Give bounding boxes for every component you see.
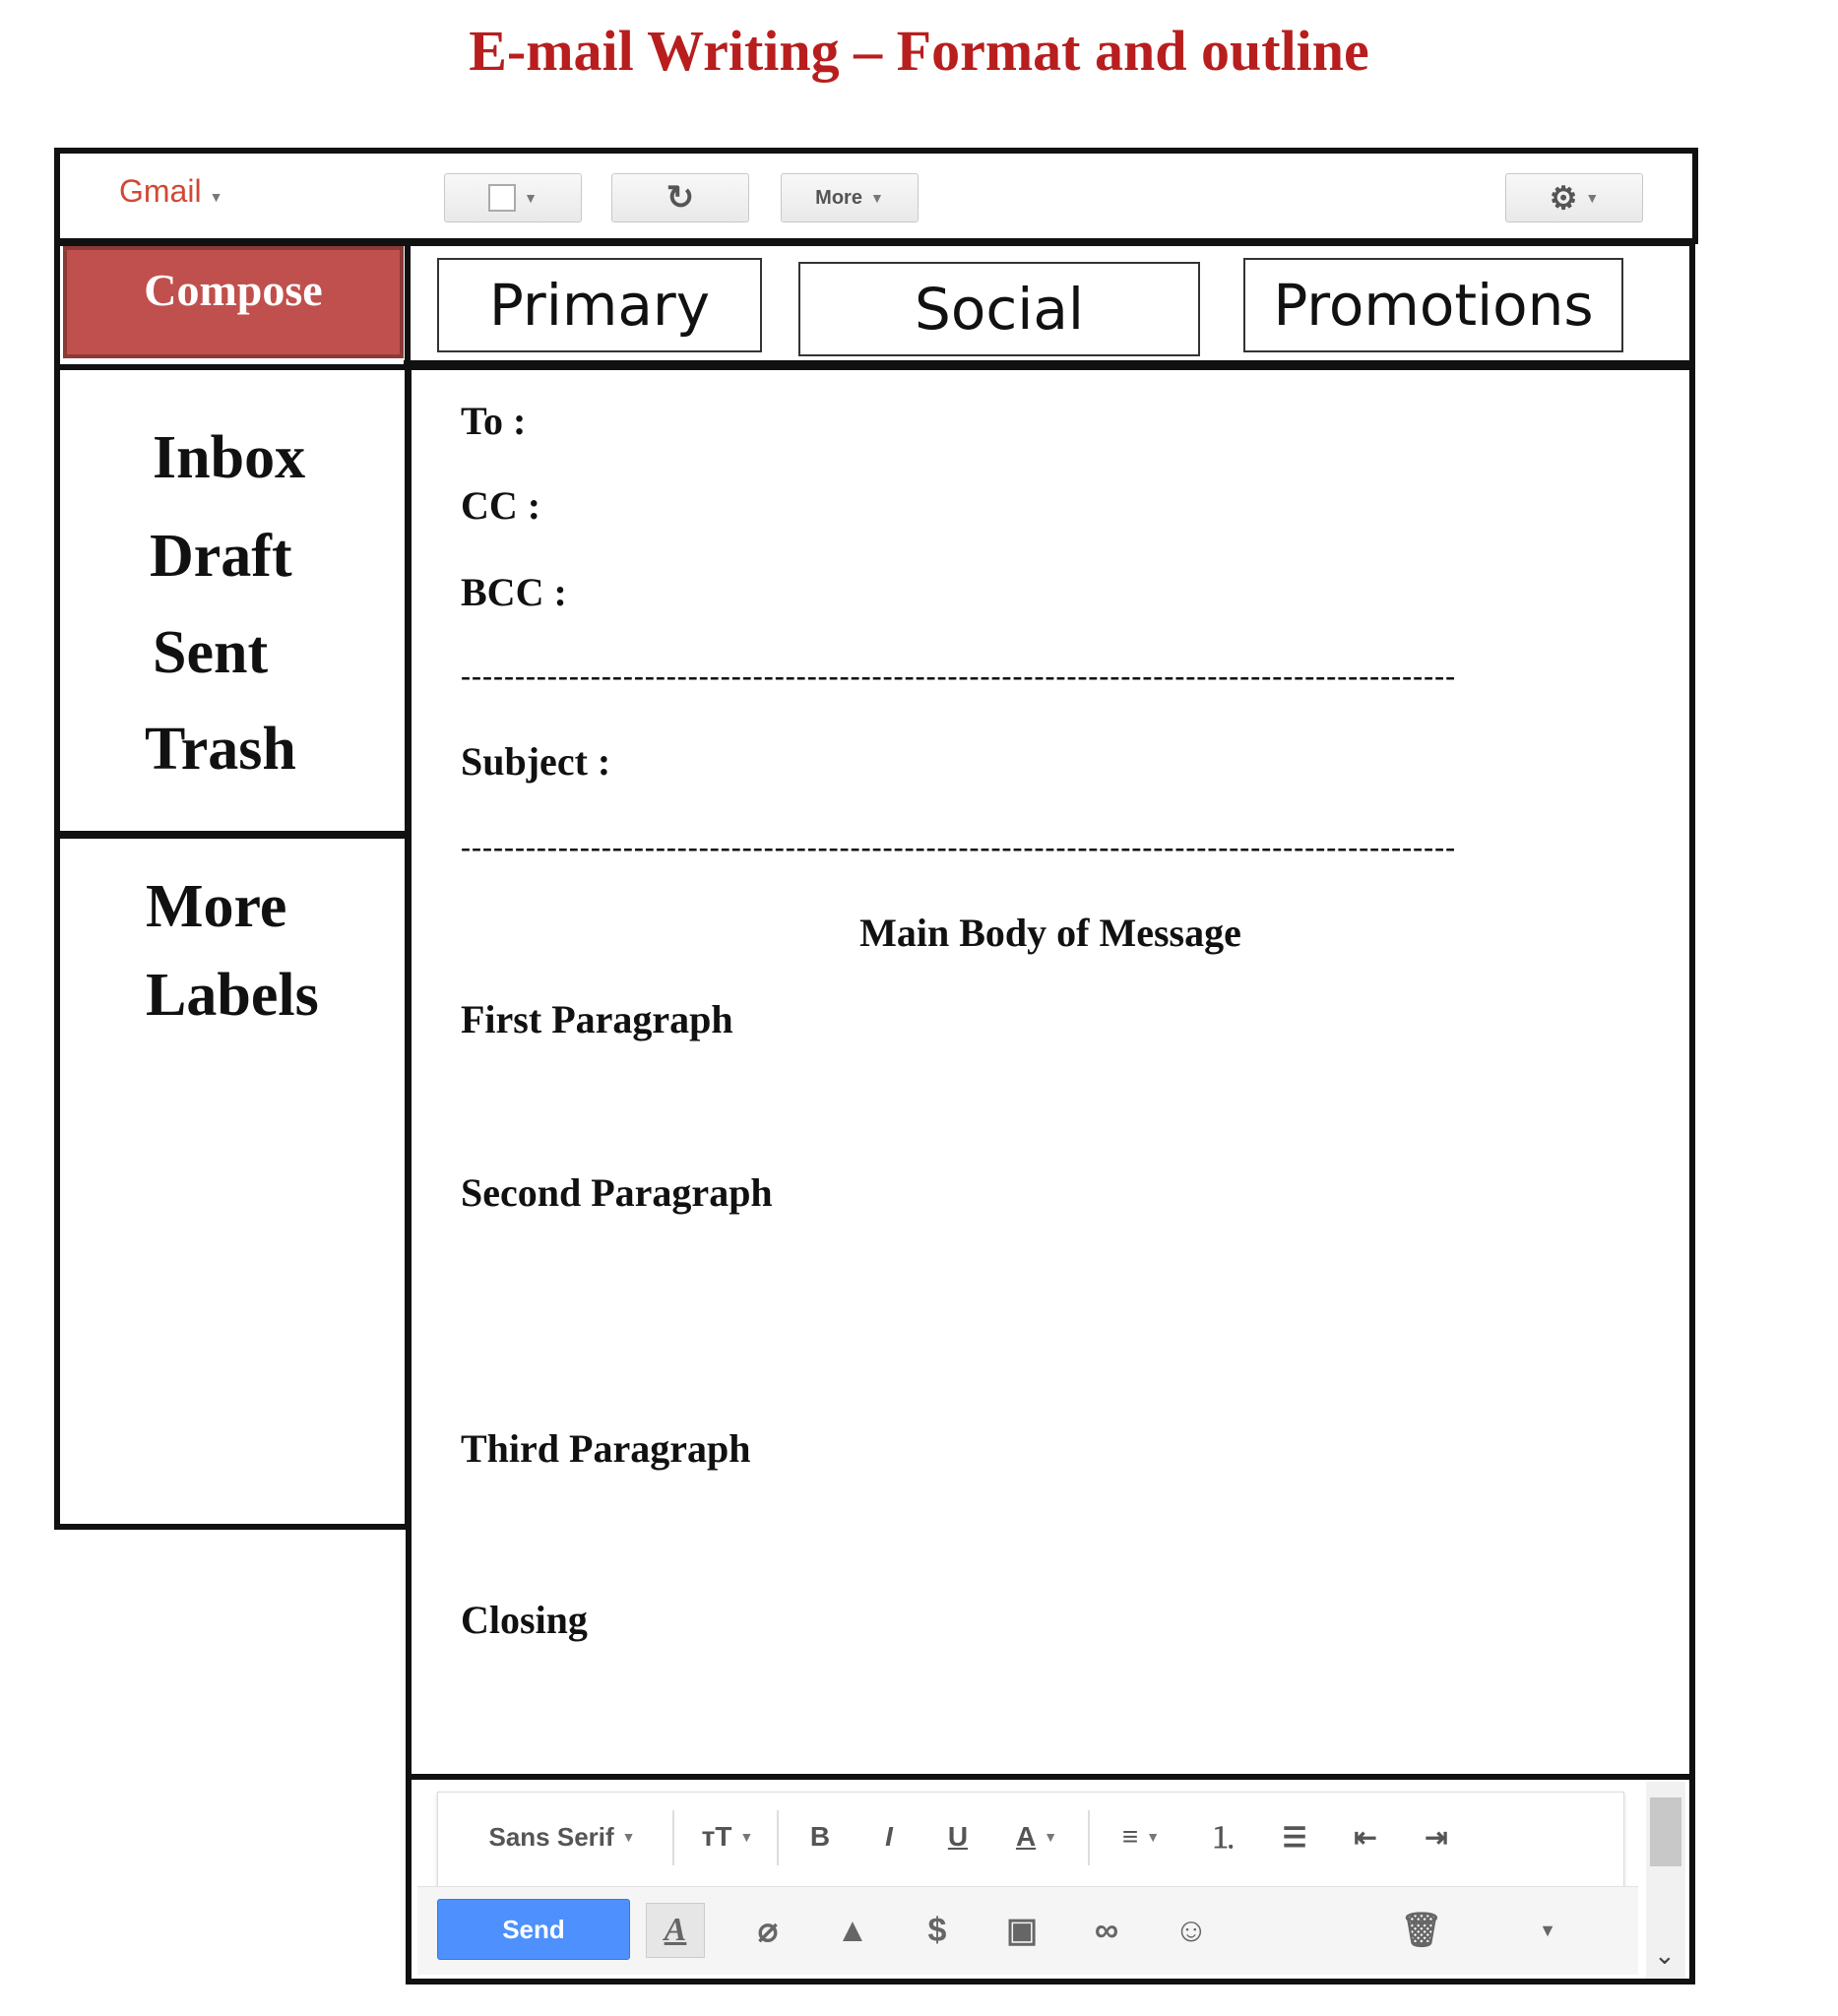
sidebar-item-more[interactable]: More: [146, 873, 287, 940]
chevron-down-icon: ▼: [209, 189, 223, 205]
cc-field[interactable]: CC :: [461, 483, 541, 528]
font-select[interactable]: [464, 1812, 661, 1861]
text-size-icon[interactable]: ᴛT ▼: [701, 1821, 754, 1852]
compose-button[interactable]: Compose: [63, 246, 404, 358]
more-options-icon[interactable]: ▼: [1539, 1920, 1556, 1940]
main-body-heading: Main Body of Message: [859, 911, 1241, 955]
message-body-frame: [406, 364, 1695, 1780]
formatting-icon[interactable]: A: [646, 1903, 705, 1958]
to-field[interactable]: To :: [461, 399, 527, 443]
second-paragraph[interactable]: Second Paragraph: [461, 1170, 773, 1215]
drive-icon[interactable]: ▲: [836, 1911, 869, 1949]
select-button[interactable]: [444, 173, 582, 222]
chevron-down-icon: ▼: [869, 190, 884, 206]
money-icon[interactable]: $: [927, 1911, 947, 1949]
send-button[interactable]: Send: [437, 1899, 630, 1960]
more-button[interactable]: [781, 173, 919, 222]
sidebar-item-draft[interactable]: Draft: [150, 523, 292, 590]
underline-icon[interactable]: U: [947, 1821, 969, 1852]
numbered-list-icon[interactable]: ⒈: [1209, 1823, 1237, 1854]
refresh-button[interactable]: [611, 173, 749, 222]
photo-icon[interactable]: ▣: [1005, 1912, 1039, 1949]
trash-icon[interactable]: 🗑: [1400, 1912, 1443, 1949]
scrollbar-thumb[interactable]: [1650, 1797, 1681, 1866]
toolbar-separator: [672, 1810, 674, 1865]
tab-social[interactable]: Social: [798, 262, 1200, 356]
sidebar-item-labels[interactable]: Labels: [146, 962, 319, 1029]
page-title: E-mail Writing – Format and outline: [469, 19, 1369, 83]
font-value: Sans Serif: [488, 1821, 614, 1852]
divider-line: --------------------------------------------------------------------------------------------: [461, 660, 1457, 692]
refresh-icon: ↻: [665, 179, 695, 217]
chevron-down-icon: ▼: [1585, 190, 1600, 206]
tab-primary[interactable]: Primary: [437, 258, 762, 352]
emoji-icon[interactable]: ☺: [1173, 1911, 1209, 1949]
bold-icon[interactable]: B: [809, 1821, 831, 1852]
third-paragraph[interactable]: Third Paragraph: [461, 1426, 751, 1471]
text-color-icon[interactable]: A ▼: [1015, 1821, 1058, 1852]
gear-icon: ⚙: [1549, 180, 1578, 216]
action-bar: [417, 1886, 1638, 1975]
checkbox-icon: [488, 184, 516, 212]
chevron-down-icon: ▼: [621, 1829, 636, 1845]
link-icon[interactable]: ∞: [1094, 1911, 1119, 1949]
indent-more-icon[interactable]: ⇥: [1425, 1821, 1448, 1853]
align-icon[interactable]: ≡ ▼: [1121, 1821, 1161, 1852]
toolbar-separator: [1088, 1810, 1090, 1865]
scroll-down-icon[interactable]: ⌄: [1654, 1941, 1676, 1971]
tab-promotions[interactable]: Promotions: [1243, 258, 1623, 352]
formatting-bar: [437, 1792, 1624, 1888]
italic-icon[interactable]: I: [885, 1821, 893, 1852]
indent-less-icon[interactable]: ⇤: [1354, 1821, 1377, 1853]
divider-line: --------------------------------------------------------------------------------------------: [461, 831, 1457, 863]
toolbar-separator: [777, 1810, 779, 1865]
closing-text[interactable]: Closing: [461, 1598, 588, 1642]
chevron-down-icon: ▼: [524, 190, 538, 206]
gmail-menu[interactable]: [119, 173, 222, 210]
attach-icon[interactable]: ⌀: [757, 1912, 779, 1949]
gmail-logo: Gmail: [119, 173, 202, 209]
bcc-field[interactable]: BCC :: [461, 570, 567, 614]
sidebar-item-trash[interactable]: Trash: [145, 716, 296, 783]
subject-field[interactable]: Subject :: [461, 739, 611, 784]
more-label: More: [815, 186, 862, 209]
sidebar-item-inbox[interactable]: Inbox: [153, 424, 306, 491]
sidebar-item-sent[interactable]: Sent: [153, 619, 269, 686]
first-paragraph[interactable]: First Paragraph: [461, 997, 733, 1041]
settings-button[interactable]: [1505, 173, 1643, 222]
bulleted-list-icon[interactable]: ☰: [1282, 1821, 1307, 1853]
top-toolbar: [54, 148, 1698, 244]
